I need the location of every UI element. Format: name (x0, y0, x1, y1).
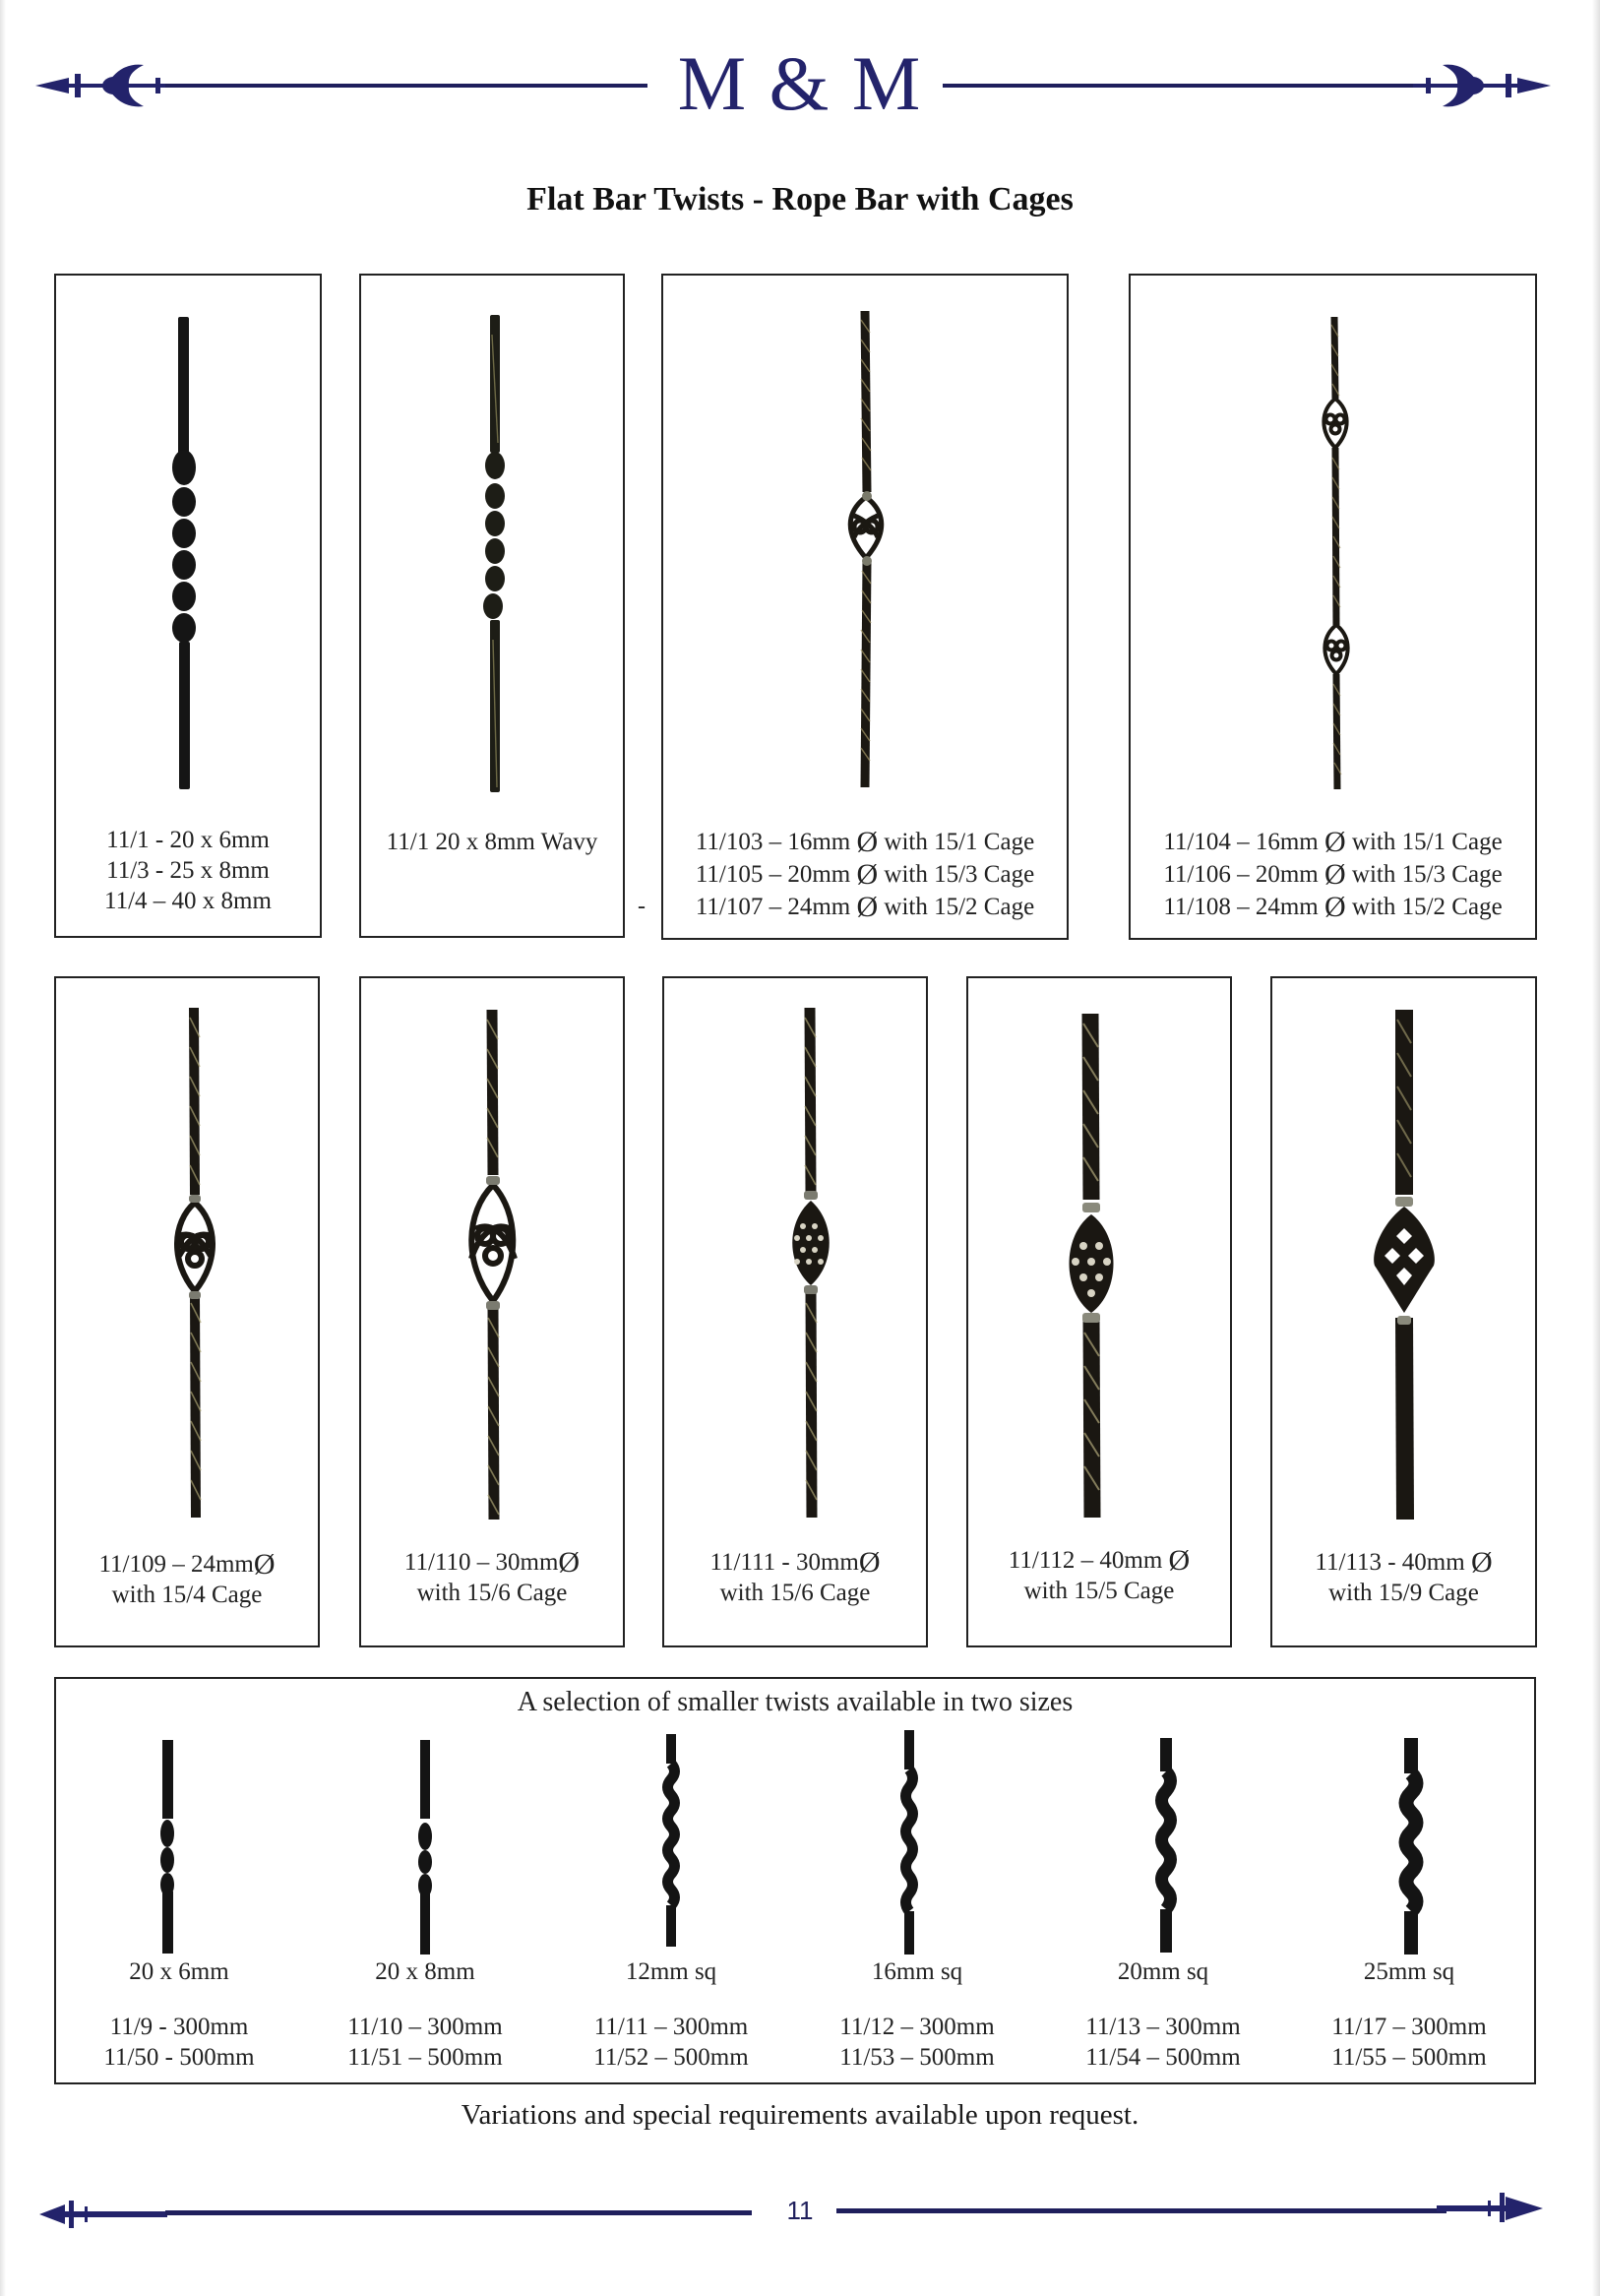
product-card-11-112 (966, 976, 1232, 1647)
footer-rule-right (836, 2208, 1446, 2213)
diameter-icon: Ø (253, 1548, 276, 1581)
rope-bar-cage-15-4-image (56, 978, 318, 1529)
product-card-rope-single-cage (661, 274, 1069, 940)
small-square-twist-image (1040, 1679, 1286, 1955)
small-twist-item: 16mm sq 11/12 – 300mm 11/53 – 500mm (794, 1679, 1040, 2082)
wavy-flat-bar-image (361, 276, 623, 807)
product-caption: 11/109 – 24mmØ with 15/4 Cage (98, 1548, 276, 1608)
diameter-icon: Ø (1323, 858, 1346, 891)
small-square-twist-image (1286, 1679, 1532, 1955)
page-edge (1592, 0, 1600, 2296)
rope-bar-cage-15-5-image (968, 978, 1230, 1529)
product-card-rope-double-cage (1129, 274, 1537, 940)
caption-line: 11/107 – 24mm Ø with 15/2 Cage (695, 891, 1035, 923)
page-number: 11 (786, 2196, 814, 2225)
diameter-icon: Ø (856, 858, 879, 891)
rope-bar-cage-15-6-image (361, 978, 623, 1529)
small-twist-item: 25mm sq 11/17 – 300mm 11/55 – 500mm (1286, 1679, 1532, 2082)
product-card-11-109 (54, 976, 320, 1647)
diameter-icon: Ø (558, 1546, 581, 1579)
product-card-11-110 (359, 976, 625, 1647)
caption-line: 11/108 – 24mm Ø with 15/2 Cage (1163, 891, 1503, 923)
product-caption (663, 825, 1067, 922)
diameter-icon: Ø (856, 891, 879, 923)
header-rule-right (943, 84, 1435, 88)
caption-line: 11/104 – 16mm Ø with 15/1 Cage (1163, 826, 1503, 858)
product-caption: 11/112 – 40mm Ø with 15/5 Cage (1008, 1544, 1191, 1604)
product-card-11-111 (662, 976, 928, 1647)
diameter-icon: Ø (1168, 1544, 1191, 1577)
small-square-twist-image (794, 1679, 1040, 1955)
arrow-finial-right-icon (1437, 2191, 1545, 2226)
small-twist-item: 12mm sq 11/11 – 300mm 11/52 – 500mm (548, 1679, 794, 2082)
brand-logo: M & M (0, 39, 1600, 128)
product-caption: 11/1 - 20 x 6mm 11/3 - 25 x 8mm 11/4 – 40 x 8mm (104, 827, 272, 914)
product-caption: 11/1 20 x 8mm Wavy (386, 829, 598, 855)
product-card-flat-bar-wavy (359, 274, 625, 938)
small-square-twist-image (548, 1679, 794, 1955)
small-twist-item: 20 x 6mm 11/9 - 300mm 11/50 - 500mm (56, 1679, 302, 2082)
page-title: Flat Bar Twists - Rope Bar with Cages (526, 181, 1074, 217)
diameter-icon: Ø (1323, 891, 1346, 923)
product-caption: 11/111 - 30mmØ with 15/6 Cage (709, 1546, 881, 1606)
footer-note: Variations and special requirements available upon request. (461, 2099, 1139, 2131)
diameter-icon: Ø (858, 1546, 881, 1579)
product-caption: 11/110 – 30mmØ with 15/6 Cage (403, 1546, 581, 1606)
rope-bar-cage-15-6-mesh-image (664, 978, 926, 1529)
panel-title: A selection of smaller twists available in two sizes (517, 1687, 1074, 1717)
beaded-flat-bar-image (56, 276, 320, 807)
smaller-twists-panel (54, 1677, 1536, 2084)
product-caption (1131, 825, 1535, 922)
caption-line: 11/106 – 20mm Ø with 15/3 Cage (1163, 858, 1503, 891)
diameter-icon: Ø (1323, 826, 1346, 858)
page-edge (0, 0, 6, 2296)
caption-line: 11/105 – 20mm Ø with 15/3 Cage (695, 858, 1035, 891)
small-flat-twist-image (302, 1679, 548, 1955)
stray-mark: - (638, 894, 646, 919)
product-card-flat-bar (54, 274, 322, 938)
rope-bar-double-cage-image (1131, 276, 1535, 807)
spear-finial-right-icon (1413, 61, 1551, 110)
product-caption: 11/113 - 40mm Ø with 15/9 Cage (1315, 1546, 1493, 1606)
small-twist-item: 20mm sq 11/13 – 300mm 11/54 – 500mm (1040, 1679, 1286, 2082)
product-card-11-113 (1270, 976, 1537, 1647)
rope-bar-cage-15-9-image (1272, 978, 1535, 1529)
diameter-icon: Ø (856, 826, 879, 858)
rope-bar-single-cage-image (663, 276, 1067, 807)
small-twist-item: 20 x 8mm 11/10 – 300mm 11/51 – 500mm (302, 1679, 548, 2082)
caption-line: 11/103 – 16mm Ø with 15/1 Cage (695, 826, 1035, 858)
diameter-icon: Ø (1470, 1546, 1493, 1579)
small-flat-twist-image (56, 1679, 302, 1955)
